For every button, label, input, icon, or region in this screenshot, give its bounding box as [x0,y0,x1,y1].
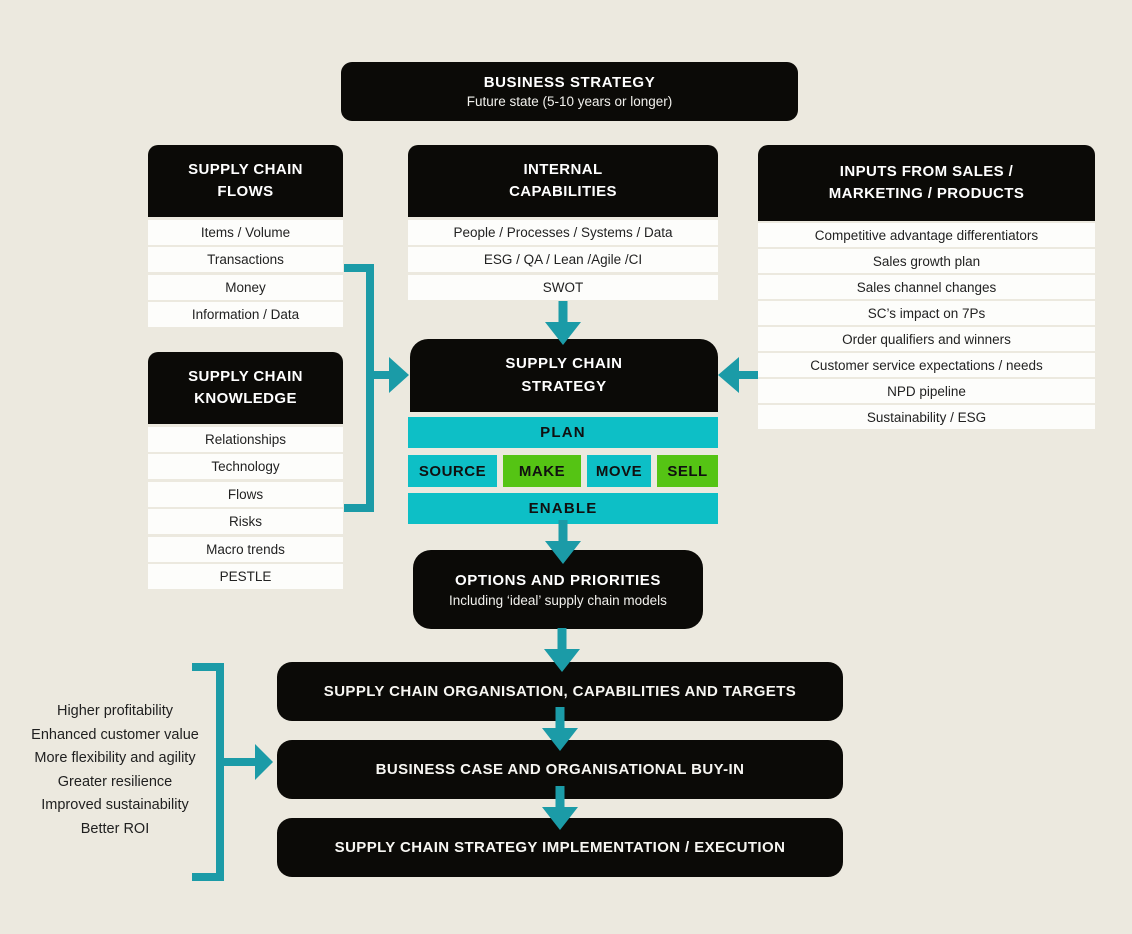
supply-chain-strategy-box [410,339,718,412]
plan-bar: PLAN [408,417,718,448]
list-item: Competitive advantage differentiators [758,223,1095,247]
arrow-right-icon [370,356,410,394]
inputs-sales-marketing-panel [758,145,1095,431]
header-line: MARKETING / PRODUCTS [828,185,1025,202]
list-item: Flows [148,482,343,507]
benefit-item: Better ROI [80,820,150,837]
header-line: SUPPLY CHAIN [188,161,303,179]
enable-bar: ENABLE [408,493,718,524]
list-item: PESTLE [148,564,343,589]
header-line: SUPPLY CHAIN [188,368,303,386]
list-item: SC’s impact on 7Ps [758,301,1095,325]
header-line: INTERNAL [523,161,603,179]
internal-capabilities-panel [408,145,718,302]
list-item: SWOT [408,275,718,300]
list-item: Macro trends [148,537,343,562]
header-line: CAPABILITIES [509,183,617,200]
benefit-item: Higher profitability [56,703,174,719]
list-item: ESG / QA / Lean /Agile /CI [408,247,718,272]
list-item: Money [148,275,343,300]
list-item: Technology [148,454,343,479]
business-strategy-title: BUSINESS STRATEGY [483,74,656,91]
make-box: MAKE [503,455,581,487]
list-item: Sales channel changes [758,275,1095,299]
internal-capabilities-header [408,145,718,217]
pipeline-stack [277,662,843,896]
inputs-sales-marketing-header [758,145,1095,221]
arrow-down-icon [543,628,581,672]
arrow-left-icon [716,356,758,394]
supply-chain-flows-rows [148,220,343,328]
header-line: FLOWS [217,183,274,200]
benefit-item: Enhanced customer value [31,726,199,743]
benefit-item: Improved sustainability [41,797,189,813]
strategy-title-line: STRATEGY [521,378,607,395]
benefits-list [15,700,215,841]
supply-chain-flows-header [148,145,343,217]
list-item: People / Processes / Systems / Data [408,220,718,245]
pipeline-box: BUSINESS CASE AND ORGANISATIONAL BUY-IN [277,740,843,799]
arrow-down-icon [544,301,582,345]
arrow-down-icon [544,520,582,564]
list-item: Sustainability / ESG [758,405,1095,429]
list-item: Items / Volume [148,220,343,245]
flows-bracket-cap-top [344,264,374,272]
options-title: OPTIONS AND PRIORITIES [455,571,661,589]
list-item: Information / Data [148,302,343,327]
benefit-item: Greater resilience [57,773,173,790]
arrow-down-icon [541,707,579,751]
source-box: SOURCE [408,455,497,487]
inputs-sales-marketing-rows [758,223,1095,429]
pipeline-box: SUPPLY CHAIN ORGANISATION, CAPABILITIES AND TARGETS [277,662,843,721]
arrow-down-icon [541,786,579,830]
list-item: NPD pipeline [758,379,1095,403]
list-item: Relationships [148,427,343,452]
supply-chain-flows-panel [148,145,343,330]
header-line: KNOWLEDGE [194,390,297,407]
internal-capabilities-rows [408,220,718,300]
list-item: Customer service expectations / needs [758,353,1095,377]
pipeline-box: SUPPLY CHAIN STRATEGY IMPLEMENTATION / EXECUTION [277,818,843,877]
move-box: MOVE [587,455,651,487]
business-strategy-box [341,62,798,121]
list-item: Sales growth plan [758,249,1095,273]
benefits-bracket-cap-top [192,663,224,671]
arrow-right-icon [222,743,274,781]
source-make-move-sell-row [408,455,718,487]
supply-chain-knowledge-header [148,352,343,424]
flows-bracket-cap-bottom [344,504,374,512]
list-item: Risks [148,509,343,534]
supply-chain-knowledge-rows [148,427,343,590]
benefits-bracket-cap-bottom [192,873,224,881]
options-subtitle: Including ‘ideal’ supply chain models [449,592,667,608]
business-strategy-subtitle: Future state (5-10 years or longer) [466,94,673,109]
sell-box: SELL [657,455,718,487]
strategy-title-line: SUPPLY CHAIN [505,355,623,373]
supply-chain-knowledge-panel [148,352,343,592]
list-item: Transactions [148,247,343,272]
benefit-item: More flexibility and agility [34,750,196,766]
list-item: Order qualifiers and winners [758,327,1095,351]
header-line: INPUTS FROM SALES / [839,163,1014,181]
